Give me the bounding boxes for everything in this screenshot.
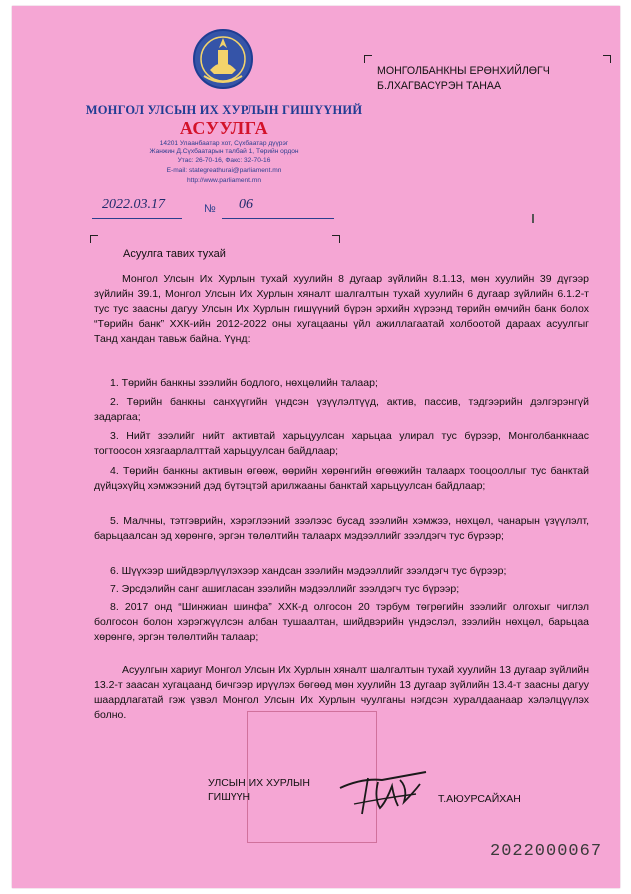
recipient-corner-right — [603, 55, 611, 63]
subject-corner-right — [332, 235, 340, 243]
signatory-title-line-2: ГИШҮҮН — [208, 791, 251, 803]
letter-number: 06 — [239, 197, 253, 212]
closing-paragraph: Асуулгын хариуг Монгол Улсын Их Хурлын хяналт шалгалтын тухай хуулийн 13 дугаар зүйлийн 13.2-т заасан хугацаанд бичгээр ирүүлэх бөгөөд мөн хуулийн 13 дугаар зүйлийн 13.4-т заасны дагуу шаардлагатай гэж үзвэл Монгол Улсын Их Хурлын чуулганы нэгдсэн хуралдаанаар хэлэлцүүлэх болно. — [94, 664, 589, 721]
list-item-6: 6. Шүүхээр шийдвэрлүүлэхээр хандсан зээлийн мэдээллийг зээлдэгч тус бүрээр; — [110, 565, 507, 577]
list-item-4: 4. Төрийн банкны активын өгөөж, өөрийн хөрөнгийн өгөөжийн талаарх тооцооллыг тус банктай дүйцэхүйц хэмжээний дэд бүтэцтэй арилжааны банктай харьцуулсан байдлаар; — [94, 465, 589, 492]
organization-name: МОНГОЛ УЛСЫН ИХ ХУРЛЫН ГИШҮҮНИЙ — [85, 103, 363, 117]
list-item-7: 7. Эрсдэлийн санг ашигласан зээлийн мэдээллийг зээлдэгч тус бүрээр; — [110, 583, 460, 595]
address-line-2: Жанжин Д.Сүхбаатарын талбай 1, Төрийн ордон — [149, 148, 299, 155]
list-item-5: 5. Малчны, тэтгэврийн, хэрэглээний зээлээс бусад зээлийн хэмжээ, нөхцөл, чанарын үзүүлэлт, барьцаалсан эд хөрөнгө, эргэн төлөлтийн талаарх мэдээллийг зээлдэгч тус бүрээр; — [94, 515, 589, 542]
number-label: № — [204, 203, 216, 215]
letter-page — [12, 6, 620, 888]
signatory-title-line-1: УЛСЫН ИХ ХУРЛЫН — [208, 777, 310, 789]
list-item-1: 1. Төрийн банкны зээлийн бодлого, нөхцөлийн талаар; — [110, 377, 378, 389]
address-line-4: E-mail: stategreathurai@parliament.mn — [166, 167, 282, 174]
address-line-1: 14201 Улаанбаатар хот, Сүхбаатар дүүрэг — [159, 140, 289, 147]
list-item-8: 8. 2017 онд “Шинжиан шинфа” ХХК-д олгосон 20 тэрбум төгрөгийн зээлийг олгохыг чиглэл болгосон болон хэрэгжүүлсэн албан тушаалтан, шийдвэрийн үндэслэл, зээлийн нөхцөл, барьцаа хөрөнгө, эргэн төлөлтийн талаар; — [94, 601, 589, 643]
document-type: АСУУЛГА — [179, 118, 269, 138]
recipient-corner-left — [364, 55, 372, 63]
list-item-3: 3. Нийт зээлийг нийт активтай харьцуулсан харьцаа улирал тус бүрээр, Монголбанкнаас тогтоосон хязгаарлалттай харьцуулсан байдлаар; — [94, 430, 589, 457]
registration-number: 2022000067 — [490, 842, 603, 861]
handwritten-signature — [334, 758, 434, 820]
address-line-5: http://www.parliament.mn — [186, 177, 262, 184]
signatory-name: Т.АЮУРСАЙХАН — [438, 793, 521, 805]
margin-tick — [532, 214, 534, 223]
letter-date: 2022.03.17 — [102, 197, 165, 212]
subject-line: Асуулга тавих тухай — [123, 248, 226, 260]
intro-paragraph: Монгол Улсын Их Хурлын тухай хуулийн 8 дугаар зүйлийн 8.1.13, мөн хуулийн 39 дүгээр зүйлийн 39.1, Монгол Улсын Их Хурлын хяналт шалгалтын тухай хуулийн 6 дугаар зүйлийн 6.1.2-т тус тус заасны дагуу Улсын Их Хурлын гишүүний бүрэн эрхийн хүрээнд төрийн өмчийн банк болох “Төрийн банк” ХХК-ийн 2012-2022 оны хугацааны үйл ажиллагаатай холбоотой дараах асуулгыг Танд хандан тавьж байна. Үүнд: — [94, 273, 589, 345]
recipient-name: Б.ЛХАГВАСҮРЭН ТАНАА — [377, 80, 502, 92]
subject-corner-left — [90, 235, 98, 243]
recipient-title: МОНГОЛБАНКНЫ ЕРӨНХИЙЛӨГЧ — [377, 65, 550, 77]
list-item-2: 2. Төрийн банкны санхүүгийн үндсэн үзүүлэлтүүд, актив, пассив, тэдгээрийн дэлгэрэнгүй задаргаа; — [94, 396, 589, 423]
address-line-3: Утас: 26-70-16, Факс: 32-70-16 — [177, 157, 271, 164]
signatory-title — [208, 776, 310, 804]
recipient-block — [377, 64, 607, 94]
state-emblem-icon — [192, 26, 254, 92]
